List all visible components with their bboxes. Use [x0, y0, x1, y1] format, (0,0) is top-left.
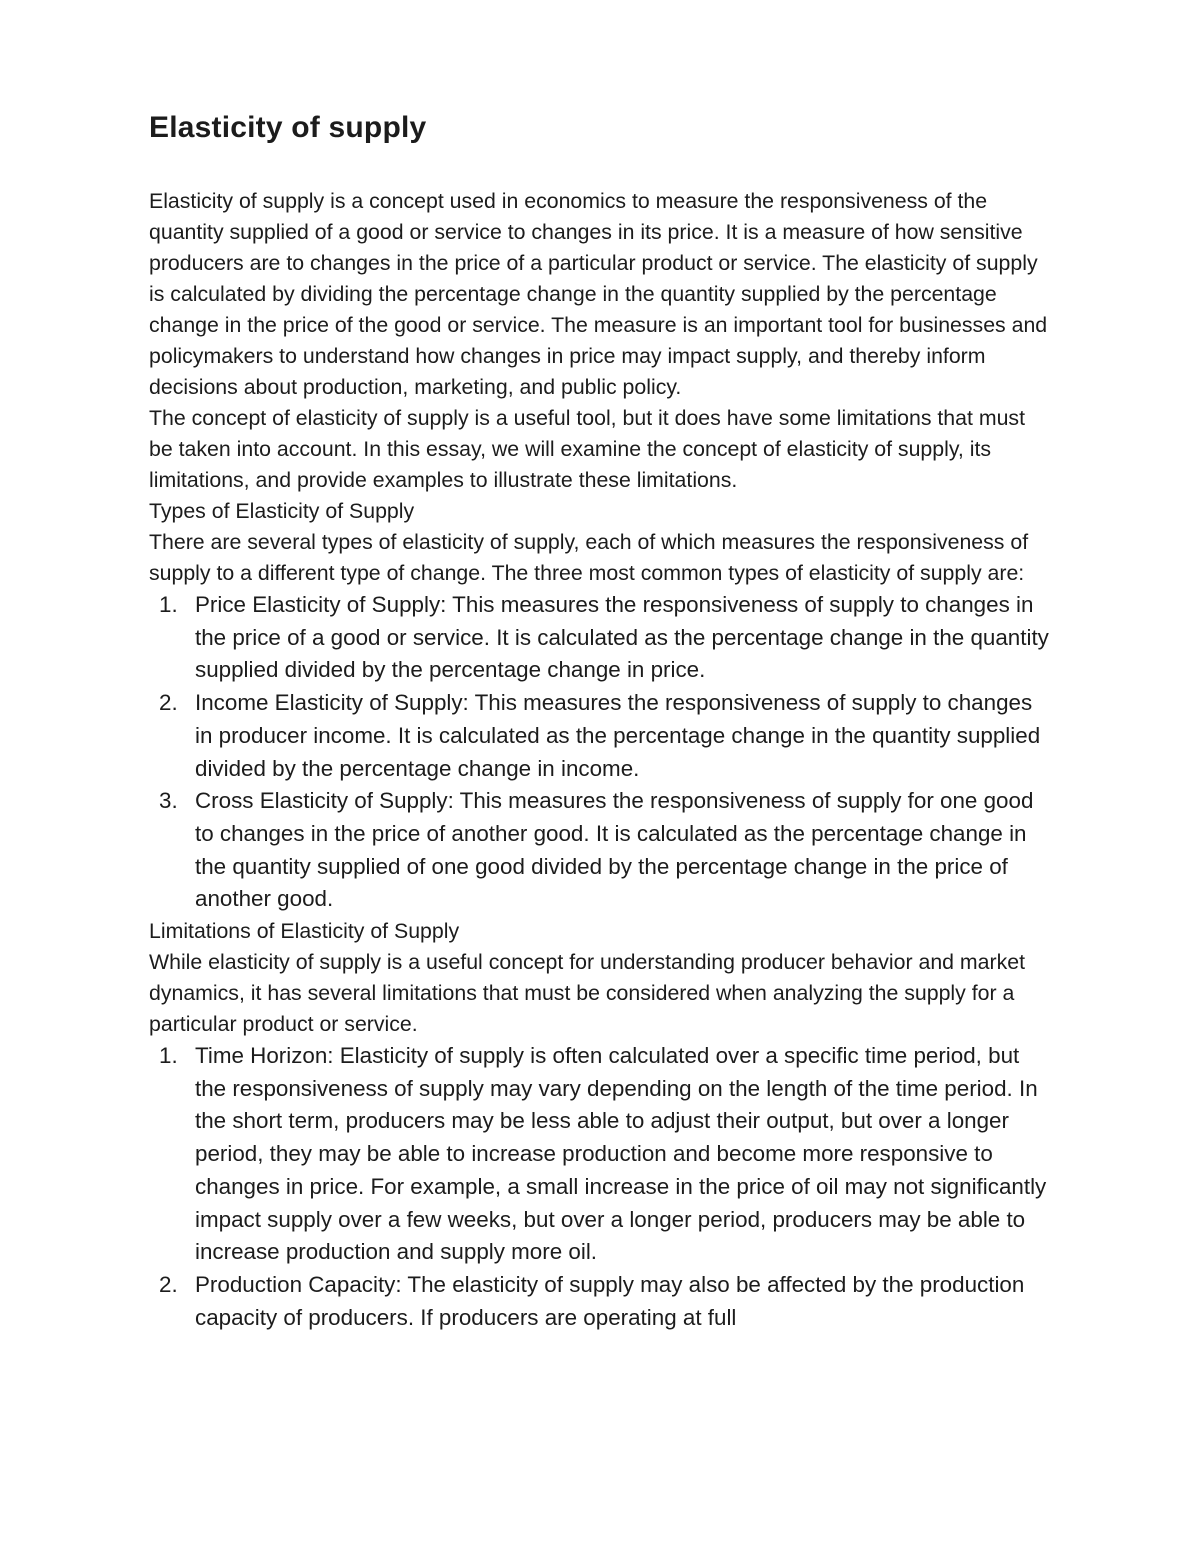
document-page [149, 108, 1054, 1334]
list-item-number: 2. [159, 690, 178, 716]
list-item [149, 687, 1054, 785]
types-section-intro: There are several types of elasticity of supply, each of which measures the responsiveness of supply to a different type of change. The three most common types of elasticity of supply are: [149, 530, 1029, 585]
list-item-number: 1. [159, 1043, 178, 1069]
types-list [149, 589, 1054, 916]
list-item-number: 2. [159, 1271, 178, 1297]
list-item [149, 1040, 1054, 1269]
list-item-number: 1. [159, 592, 178, 617]
list-item [149, 589, 1054, 687]
types-section-heading: Types of Elasticity of Supply [149, 499, 415, 523]
list-item-text: Production Capacity: The elasticity of supply may also be affected by the production capacity of producers. If producers are operating at full [195, 1271, 1025, 1330]
limitations-section-heading: Limitations of Elasticity of Supply [149, 919, 460, 944]
document-title: Elasticity of supply [149, 111, 427, 144]
list-item-number: 3. [159, 788, 178, 814]
list-item-text: Income Elasticity of Supply: This measures the responsiveness of supply to changes in producer income. It is calculated as the percentage change in the quantity supplied divided by the percentage change in income. [195, 690, 1041, 781]
list-item-text: Price Elasticity of Supply: This measures the responsiveness of supply to changes in the price of a good or service. It is calculated as the percentage change in the quantity supplied divided by the percentage change in price. [195, 592, 1049, 683]
limitations-list [149, 1040, 1054, 1334]
intro-paragraph-1: Elasticity of supply is a concept used in economics to measure the responsiveness of the quantity supplied of a good or service to changes in its price. It is a measure of how sensitive producers are to changes in the price of a particular product or service. The elasticity of supply is calculated by dividing the percentage change in the quantity supplied by the percentage change in the price of the good or service. The measure is an important tool for businesses and policymakers to understand how changes in price may impact supply, and thereby inform decisions about production, marketing, and public policy. [149, 189, 1048, 399]
intro-paragraph-2: The concept of elasticity of supply is a useful tool, but it does have some limitations that must be taken into account. In this essay, we will examine the concept of elasticity of supply, its limitations, and provide examples to illustrate these limitations. [149, 406, 1025, 492]
limitations-section-intro: While elasticity of supply is a useful concept for understanding producer behavior and market dynamics, it has several limitations that must be considered when analyzing the supply for a particular product or service. [149, 950, 1026, 1037]
list-item [149, 1269, 1054, 1334]
list-item-text: Time Horizon: Elasticity of supply is often calculated over a specific time period, but the responsiveness of supply may vary depending on the length of the time period. In the short term, producers may be less able to adjust their output, but over a longer period, they may be able to increase production and become more responsive to changes in price. For example, a small increase in the price of oil may not significantly impact supply over a few weeks, but over a longer period, producers may be able to increase production and supply more oil. [195, 1043, 1047, 1265]
list-item [149, 785, 1054, 916]
list-item-text: Cross Elasticity of Supply: This measures the responsiveness of supply for one good to changes in the price of another good. It is calculated as the percentage change in the quantity supplied of one good divided by the percentage change in the price of another good. [195, 788, 1034, 912]
